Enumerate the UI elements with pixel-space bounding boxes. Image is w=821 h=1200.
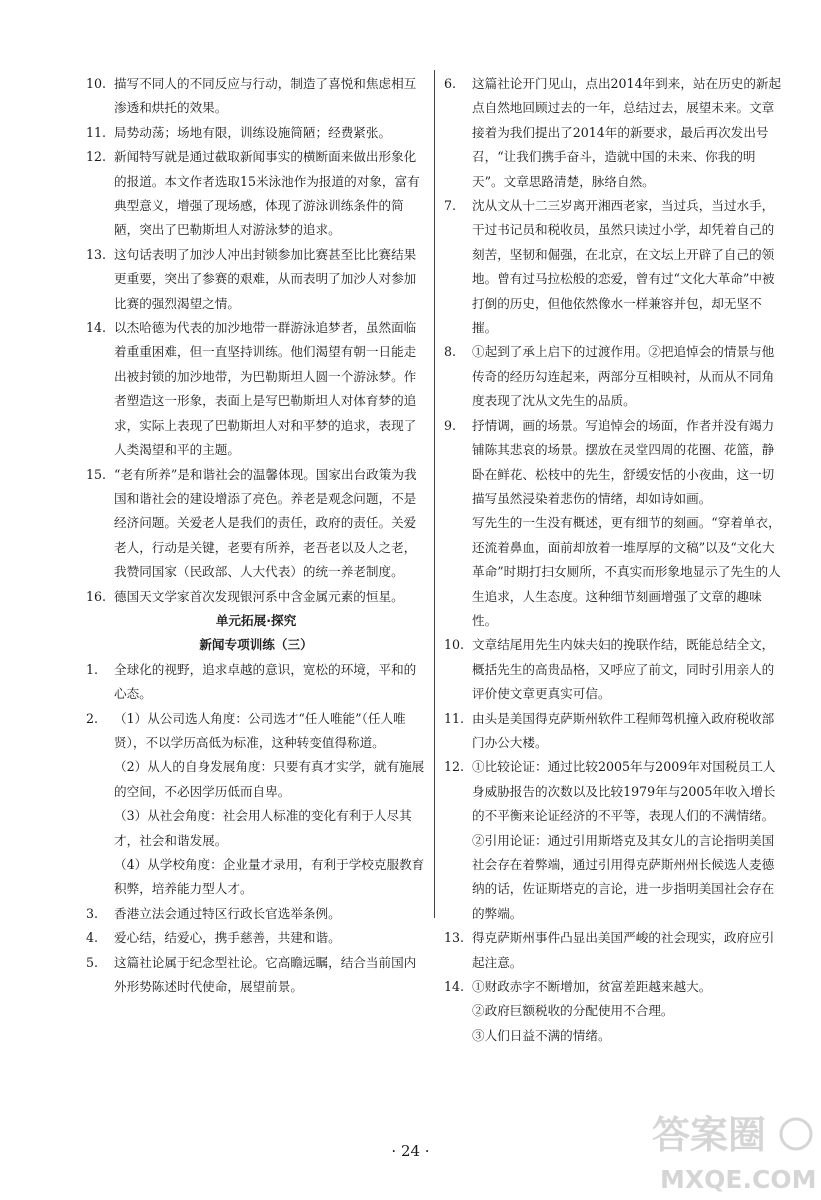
answer-item-continued: 写先生的一生没有概述，更有细节的刻画。“穿着单衣，还流着鼻血，面前却放着一堆厚厚的文稿”以及“文化大革命”时期打扫女厕所，不真实而形象地显示了先生的人生追求，人生态度。这种细节刻画增强了文章的趣味性。 <box>472 515 781 628</box>
answer-item: 11. 由头是美国得克萨斯州软件工程师驾机撞入政府税收部门办公大楼。 <box>444 710 775 750</box>
answer-subpart: ①比较论证：通过比较2005年与2009年对国税员工人身威胁报告的次数以及比较1979年与2005年收入增长的不平衡来论证经济的不平等，表现人们的不满情绪。 <box>472 759 776 824</box>
answer-item: 8. ①起到了承上启下的过渡作用。②把追悼会的情景与他传奇的经历勾连起来，两部分互相映衬，从而从不同角度表现了沈从文先生的品质。 <box>444 344 775 409</box>
answer-item: 12. 新闻特写就是通过截取新闻事实的横断面来做出形象化的报道。本文作者选取15米泳池作为报道的对象，富有典型意义，增强了现场感，体现了游泳训练条件的简陋，突出了巴勒斯坦人对游泳梦的追求。 <box>86 149 420 238</box>
answer-subpart: ②引用论证：通过引用斯塔克及其女儿的言论指明美国社会存在着弊端，通过引用得克萨斯州州长候选人麦德纳的话，佐证斯塔克的言论，进一步指明美国社会存在的弊端。 <box>472 832 775 921</box>
left-column <box>86 72 426 999</box>
section-subtitle: 新闻专项训练（三） <box>199 637 313 653</box>
page-number: · 24 · <box>391 1142 430 1160</box>
watermark-en: MXQE.COM <box>660 1165 816 1194</box>
answer-item: 16. 德国天文学家首次发现银河系中含金属元素的恒星。 <box>86 588 404 604</box>
answer-item: 15. “老有所养”是和谐社会的温馨体现。国家出台政策为我国和谐社会的建设增添了亮色。养老是观念问题，不是经济问题。关爱老人是我们的责任，政府的责任。关爱老人，行动是关键，老要有所养，老吾老以及人之老，我赞同国家（民政部、人大代表）的统一养老制度。 <box>86 466 417 580</box>
answer-subpart: ③人们日益不满的情绪。 <box>472 1027 611 1043</box>
section-title: 单元拓展·探究 <box>215 612 297 628</box>
answer-item: 12. ①比较论证：通过比较2005年与2009年对国税员工人身威胁报告的次数以及比较1979年与2005年收入增长的不平衡来论证经济的不平等，表现人们的不满情绪。 ②引用论证：通过引用斯塔克及其女儿的言论指明美国社会存在着弊端，通过引用得克萨斯州州长候选人麦德纳的话，佐证斯塔克的言论，进一步指明美国社会存在的弊端。 <box>444 755 782 926</box>
answer-item: 10. 描写不同人的不同反应与行动，制造了喜悦和焦虑相互渗透和烘托的效果。 <box>86 76 417 116</box>
watermark-logo <box>646 1100 816 1198</box>
answer-item: 3. 香港立法会通过特区行政长官选举条例。 <box>86 905 341 921</box>
answer-item: 5. 这篇社论属于纪念型社论。它高瞻远瞩，结合当前国内外形势陈述时代使命，展望前景。 <box>86 954 417 995</box>
answer-item: 13. 这句话表明了加沙人冲出封锁参加比赛甚至比比赛结果更重要，突出了参赛的艰难，从而表明了加沙人对参加比赛的强烈渴望之情。 <box>86 246 417 311</box>
right-column <box>444 72 782 1048</box>
answer-item: 7. 沈从文从十二三岁离开湘西老家，当过兵，当过水手，干过书记员和税收员，虽然只读过小学，却凭着自己的刻苦，坚韧和倔强，在北京，在文坛上开辟了自己的领地。曾有过马拉松般的恋爱，曾有过“文化大革命”中被打倒的历史，但他依然像水一样兼容并包，却无坚不摧。 <box>444 198 775 336</box>
answer-item: 11. 局势动荡；场地有限，训练设施简陋；经费紧张。 <box>86 124 392 140</box>
watermark-cn: 答案圈 <box>652 1113 767 1157</box>
answer-item: 14. 以杰哈德为代表的加沙地带一群游泳追梦者，虽然面临着重重困难，但一直坚持训练。他们渴望有朝一日能走出被封锁的加沙地带，为巴勒斯坦人圆一个游泳梦。作者塑造这一形象，表面上是写巴勒斯坦人对体育梦的追求，实际上表现了巴勒斯坦人对和平梦的追求，表现了人类渴望和平的主题。 <box>86 320 417 458</box>
watermark-circle-icon <box>781 1119 811 1149</box>
answer-item: 14. ①财政赤字不断增加，贫富差距越来越大。 ②政府巨额税收的分配使用不合理。 ③人们日益不满的情绪。 <box>444 975 782 1048</box>
answer-item: 1. 全球化的视野，追求卓越的意识，宽松的环境，平和的心态。 <box>86 661 417 702</box>
answer-subpart: ②政府巨额税收的分配使用不合理。 <box>472 1003 674 1019</box>
answer-subpart: （1）从公司选人角度：公司选才“任人唯能”（任人唯贤），不以学历高低为标准，这种转变值得称道。 <box>114 710 406 750</box>
answer-subpart: ①财政赤字不断增加，贫富差距越来越大。 <box>472 979 712 995</box>
answer-subpart: （4）从学校角度：企业量才录用，有利于学校克服教育积弊，培养能力型人才。 <box>114 857 425 897</box>
answer-item: 13. 得克萨斯州事件凸显出美国严峻的社会现实，政府应引起注意。 <box>444 930 775 970</box>
answer-item: 4. 爱心结，结爱心，携手慈善，共建和谐。 <box>86 930 341 946</box>
answer-item: 6. 这篇社论开门见山，点出2014年到来，站在历史的新起点自然地回顾过去的一年，总结过去，展望未来。文章接着为我们提出了2014年的新要求，最后再次发出号召，“让我们携手奋斗，造就中国的未来、你我的明天”。文章思路清楚，脉络自然。 <box>444 76 782 189</box>
column-divider <box>434 70 435 918</box>
answer-item: 2. （1）从公司选人角度：公司选才“任人唯能”（任人唯贤），不以学历高低为标准，这种转变值得称道。 （2）从人的自身发展角度：只要有真才实学，就有施展的空间，不必因学历低而自卑。 （3）从社会角度：社会用人标准的变化有利于人尽其才，社会和谐发展。 （4）从学校角度：企业量才录用，有利于学校克服教育积弊，培养能力型人才。 <box>86 707 426 902</box>
answer-subpart: （3）从社会角度：社会用人标准的变化有利于人尽其才，社会和谐发展。 <box>114 808 412 848</box>
answer-item: 10. 文章结尾用先生内妹夫妇的挽联作结，既能总结全文，概括先生的高贵品格，又呼应了前文，同时引用亲人的评价使文章更真实可信。 <box>444 637 775 702</box>
answer-item: 9. 抒情调，画的场景。写追悼会的场面，作者并没有竭力铺陈其悲哀的场景。摆放在灵堂四周的花圈、花篮，静卧在鲜花、松枝中的先生，舒缓安恬的小夜曲，这一切描写虽然浸染着悲伤的情绪，却如诗如画。 <box>444 417 775 506</box>
answer-subpart: （2）从人的自身发展角度：只要有真才实学，就有施展的空间，不必因学历低而自卑。 <box>114 759 425 799</box>
